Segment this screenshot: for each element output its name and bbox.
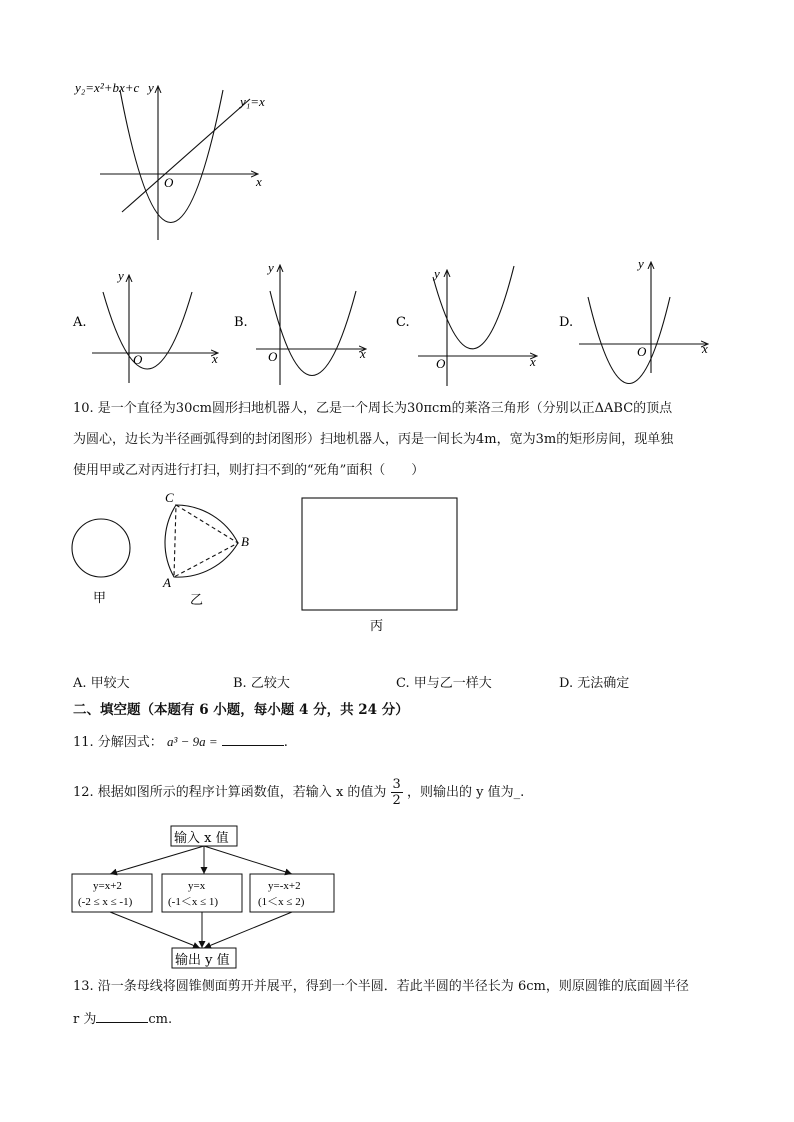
option-c-origin: O bbox=[436, 356, 446, 371]
option-c-letter: C. bbox=[396, 315, 410, 330]
q13-line2-prefix: r 为 bbox=[73, 1012, 97, 1027]
option-c-y: y bbox=[434, 266, 440, 281]
option-b-graph bbox=[256, 265, 366, 385]
option-c-x: x bbox=[530, 354, 536, 369]
option-a-origin: O bbox=[133, 352, 143, 367]
reuleaux-triangle-yi bbox=[165, 505, 238, 577]
flow-box1-formula: y=x+2 bbox=[93, 880, 122, 892]
option-b-origin: O bbox=[268, 349, 278, 364]
flow-box2-formula: y=x bbox=[188, 880, 206, 892]
q10-option-a: A. 甲较大 bbox=[73, 676, 130, 691]
q11-prefix: 11. 分解因式： bbox=[73, 735, 163, 750]
option-d-y: y bbox=[638, 256, 644, 271]
label-bing: 丙 bbox=[370, 619, 384, 634]
flow-box3-formula: y=-x+2 bbox=[268, 880, 301, 892]
option-d-graph bbox=[579, 262, 708, 384]
option-b-letter: B. bbox=[234, 315, 248, 330]
q12-frac-den: 2 bbox=[392, 793, 401, 808]
flow-output-text: 输出 y 值 bbox=[175, 953, 230, 968]
circle-robot-jia bbox=[72, 519, 130, 577]
q10-line-2: 为圆心，边长为半径画弧得到的封闭图形）扫地机器人，丙是一间长为4m，宽为3m的矩形房间，现单独 bbox=[73, 432, 674, 447]
main-axis-x-label: x bbox=[256, 174, 262, 189]
option-b-y: y bbox=[268, 260, 274, 275]
q11-suffix: . bbox=[283, 735, 288, 750]
q10-option-b: B. 乙较大 bbox=[233, 676, 290, 691]
option-d-origin: O bbox=[637, 344, 647, 359]
flow-input-text: 输入 x 值 bbox=[174, 831, 229, 846]
label-y2: y₂=x²+bx+c bbox=[75, 80, 140, 95]
q11-expression: a³ − 9a = bbox=[166, 734, 218, 749]
q11-answer-blank[interactable] bbox=[222, 733, 284, 746]
rectangle-room-bing bbox=[302, 498, 457, 610]
option-d-x: x bbox=[702, 341, 708, 356]
q13-line2-suffix: cm. bbox=[148, 1012, 173, 1027]
main-line-y1 bbox=[122, 99, 250, 212]
q9-main-graph bbox=[100, 86, 258, 240]
q12-text-b: ，则输出的 y 值为_. bbox=[406, 785, 525, 800]
flow-box3-cond: (1＜x ≤ 2) bbox=[258, 896, 305, 908]
section-2-heading: 二、填空题（本题有 6 小题，每小题 4 分，共 24 分） bbox=[73, 702, 409, 718]
flow-box1-cond: (-2 ≤ x ≤ -1) bbox=[78, 896, 133, 908]
label-yi: 乙 bbox=[190, 593, 204, 608]
option-a-y: y bbox=[118, 268, 124, 283]
flow-box2-cond: (-1＜x ≤ 1) bbox=[168, 896, 219, 908]
q10-line-3: 使用甲或乙对丙进行打扫，则打扫不到的“死角”面积（ ） bbox=[73, 463, 425, 478]
option-a-x: x bbox=[212, 351, 218, 366]
q12-frac-num: 3 bbox=[392, 777, 401, 792]
option-b-x: x bbox=[360, 346, 366, 361]
main-axis-y-label: y bbox=[148, 80, 154, 95]
option-a-letter: A. bbox=[73, 315, 87, 330]
label-jia: 甲 bbox=[93, 591, 107, 606]
q12 bbox=[73, 777, 524, 808]
q10-line-1: 10. 是一个直径为30cm圆形扫地机器人，乙是一个周长为30πcm的莱洛三角形（分别以正ΔABC的顶点 bbox=[73, 401, 673, 416]
option-d-parabola bbox=[588, 297, 670, 384]
q13-line-2 bbox=[73, 1010, 172, 1029]
label-c: C bbox=[165, 490, 174, 505]
main-origin-label: O bbox=[164, 175, 174, 190]
q13-answer-blank[interactable] bbox=[96, 1010, 148, 1023]
q10-option-d: D. 无法确定 bbox=[559, 676, 630, 691]
main-parabola bbox=[120, 90, 223, 223]
label-a: A bbox=[163, 575, 171, 590]
q13-line-1: 13. 沿一条母线将圆锥侧面剪开并展平，得到一个半圆．若此半圆的半径长为 6cm，则原圆锥的底面圆半径 bbox=[73, 979, 689, 994]
option-c-parabola bbox=[433, 266, 514, 349]
q11 bbox=[73, 733, 288, 752]
option-a-parabola bbox=[103, 292, 192, 369]
label-y1: y₁=x bbox=[240, 94, 265, 109]
option-d-letter: D. bbox=[559, 315, 574, 330]
q12-text-a: 12. 根据如图所示的程序计算函数值，若输入 x 的值为 bbox=[73, 785, 387, 800]
option-b-parabola bbox=[270, 291, 356, 376]
option-a-graph bbox=[92, 275, 218, 383]
q12-fraction bbox=[391, 777, 403, 808]
q10-option-c: C. 甲与乙一样大 bbox=[396, 676, 492, 691]
label-b: B bbox=[241, 534, 249, 549]
